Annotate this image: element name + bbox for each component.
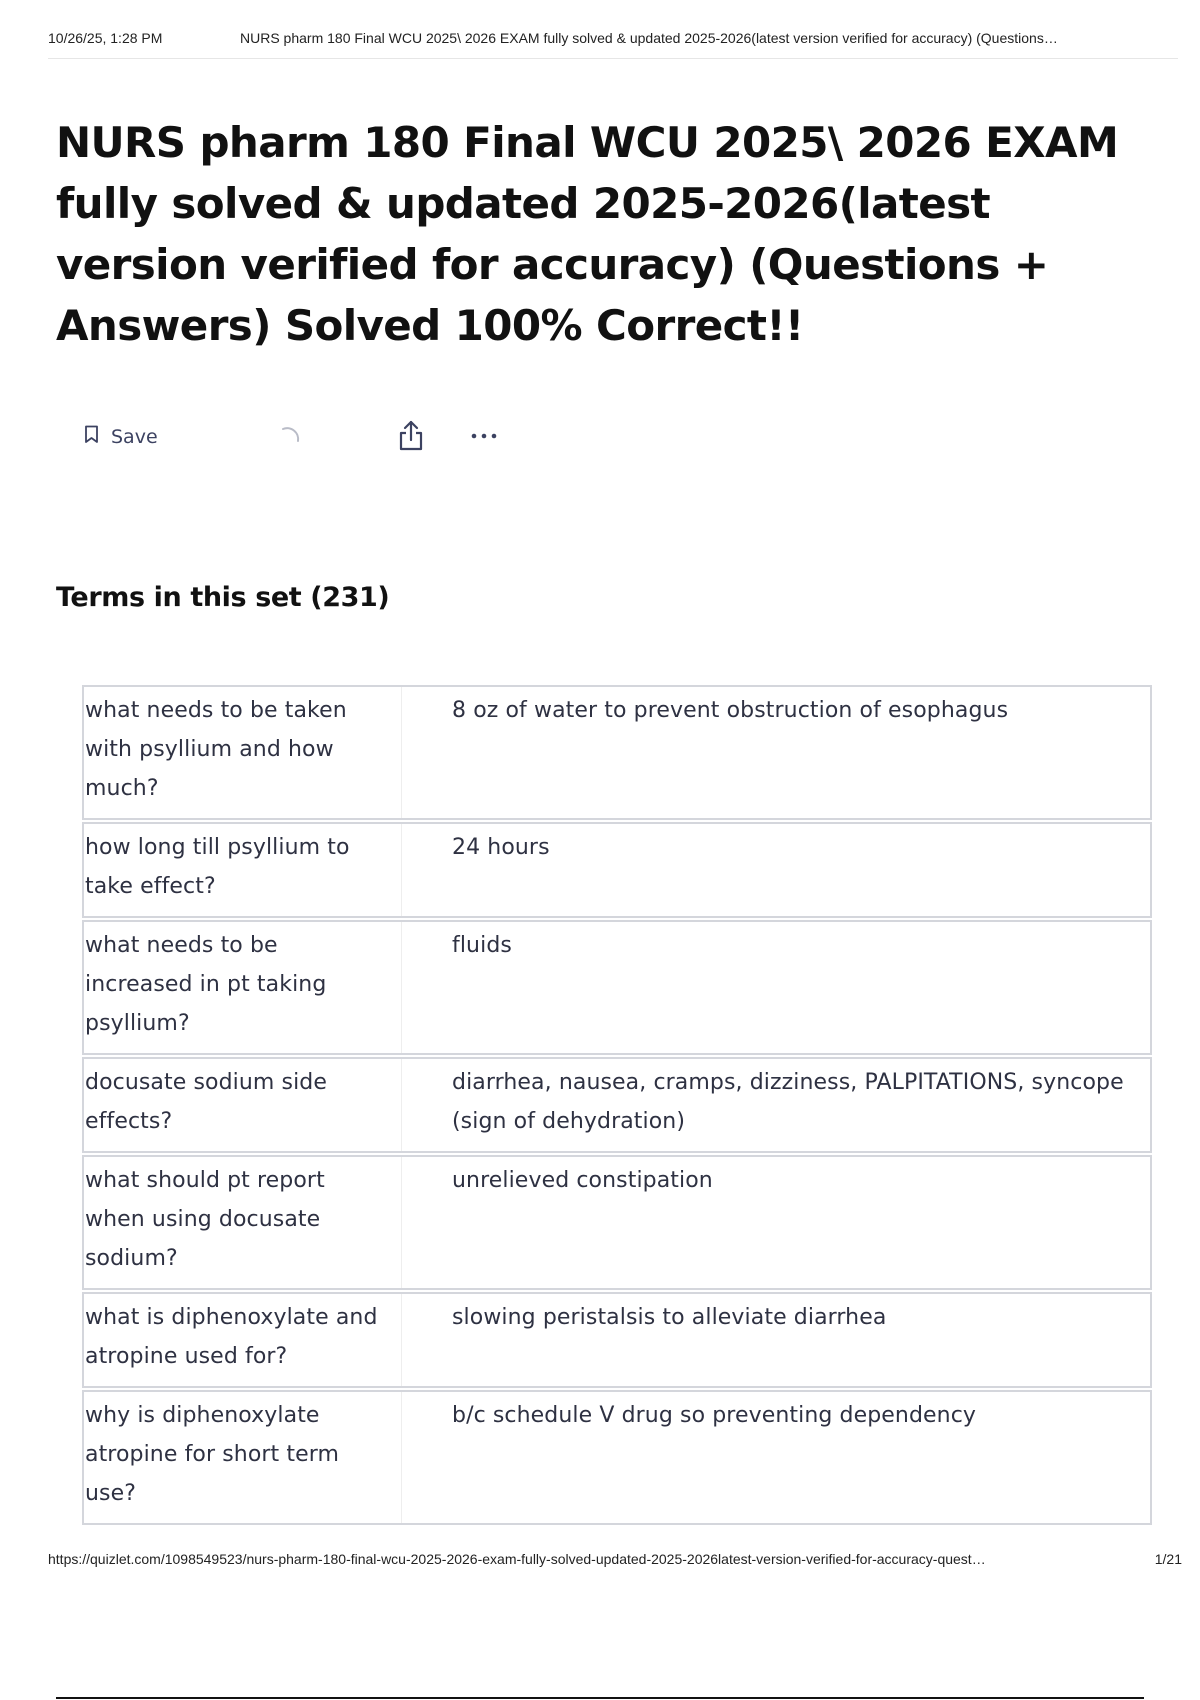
- page-title: NURS pharm 180 Final WCU 2025\ 2026 EXAM fully solved & updated 2025-2026(latest version verified for accuracy) (Questions + Answers) Solved 100% Correct!!: [56, 118, 1119, 350]
- more-options-icon: [467, 423, 501, 449]
- term-card[interactable]: [82, 920, 1152, 1055]
- term-card[interactable]: [82, 822, 1152, 918]
- save-button[interactable]: [84, 422, 158, 452]
- loading-spinner-icon: [278, 423, 304, 449]
- divider: [56, 1697, 1144, 1699]
- term-text: what should pt report when using docusate sodium?: [84, 1157, 402, 1288]
- definition-text: 8 oz of water to prevent obstruction of esophagus: [452, 698, 1009, 723]
- term-card[interactable]: [82, 685, 1152, 820]
- term-text: what is diphenoxylate and atropine used for?: [84, 1294, 402, 1386]
- more-options-button[interactable]: [467, 423, 501, 449]
- term-text: docusate sodium side effects?: [84, 1059, 402, 1151]
- term-text: why is diphenoxylate atropine for short term use?: [84, 1392, 402, 1523]
- page-number: 1/21: [1154, 1551, 1182, 1567]
- term-card[interactable]: [82, 1057, 1152, 1153]
- bookmark-icon: [84, 425, 99, 449]
- print-header: [48, 30, 1178, 59]
- definition-text: b/c schedule V drug so preventing dependency: [452, 1403, 977, 1428]
- terms-heading: Terms in this set (231): [56, 582, 390, 613]
- term-text: how long till psyllium to take effect?: [84, 824, 402, 916]
- definition-text: slowing peristalsis to alleviate diarrhea: [452, 1305, 887, 1330]
- definition-text: unrelieved constipation: [452, 1168, 713, 1193]
- term-card[interactable]: [82, 1390, 1152, 1525]
- share-icon: [396, 419, 426, 453]
- toolbar: [84, 418, 524, 458]
- term-text: what needs to be increased in pt taking psyllium?: [84, 922, 402, 1053]
- definition-text: fluids: [452, 933, 512, 958]
- term-card[interactable]: [82, 1155, 1152, 1290]
- definition-text: diarrhea, nausea, cramps, dizziness, PALPITATIONS, syncope (sign of dehydration): [452, 1070, 1124, 1134]
- terms-list: [82, 685, 1152, 1527]
- term-card[interactable]: [82, 1292, 1152, 1388]
- page-url: https://quizlet.com/1098549523/nurs-pharm-180-final-wcu-2025-2026-exam-fully-solved-updated-2025-2026latest-version-verified-for-accuracy-quest…: [48, 1551, 986, 1567]
- print-header-title: NURS pharm 180 Final WCU 2025\ 2026 EXAM fully solved & updated 2025-2026(latest version verified for accuracy) (Questions…: [240, 30, 1058, 46]
- print-date: 10/26/25, 1:28 PM: [48, 30, 163, 46]
- term-text: what needs to be taken with psyllium and how much?: [84, 687, 402, 818]
- save-label: Save: [111, 426, 158, 448]
- share-button[interactable]: [396, 419, 426, 453]
- definition-text: 24 hours: [452, 835, 550, 860]
